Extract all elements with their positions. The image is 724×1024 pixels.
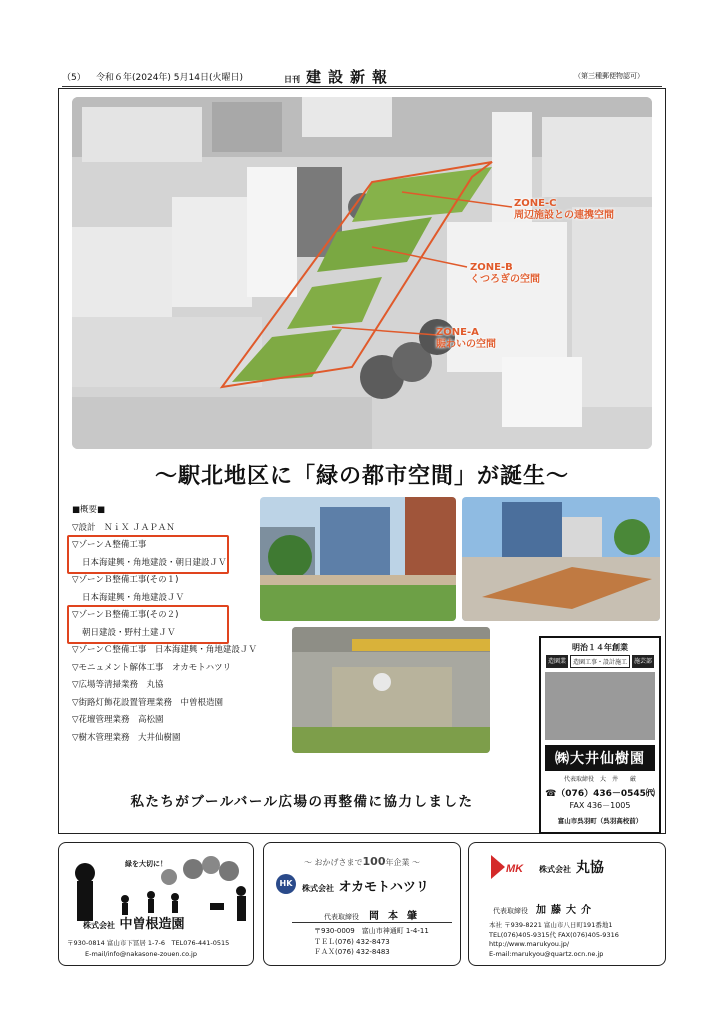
marukyo-email: E-mail:marukyou@quartz.ocn.ne.jp xyxy=(489,949,604,958)
ad-tags xyxy=(541,655,659,668)
zone-c-name: 周辺施設との連携空間 xyxy=(514,210,614,221)
ad-tag: 造園工事・設計施工 xyxy=(570,655,630,668)
aerial-illustration xyxy=(72,97,652,449)
newspaper-title: 建設新報 xyxy=(306,68,395,86)
cooperation-message: 私たちがブールバール広場の再整備に協力しました xyxy=(130,794,474,810)
marukyo-address: 本社 〒939-8221 富山市八日町191番地1 xyxy=(489,921,613,929)
okamoto-fax: ＦＡＸ(076) 432-8483 xyxy=(314,948,390,956)
outline-item: ▽街路灯飾花設置管理業務 中曽根造園 xyxy=(72,697,224,708)
ad-founded: 明治１４年創業 xyxy=(572,643,628,652)
outline-item: ▽花壇管理業務 高松園 xyxy=(72,715,164,725)
marukyo-representative xyxy=(493,901,596,916)
outline-item-title: ▽ゾーンＢ整備工事(その１) xyxy=(72,575,179,585)
headline: ～駅北地区に「緑の都市空間」が誕生～ xyxy=(154,464,569,489)
zone-a-label xyxy=(436,327,496,351)
okamoto-tagline xyxy=(264,855,460,868)
nakasone-email: E-mail/info@nakasone-zouen.co.jp xyxy=(85,950,197,958)
newspaper-prefix: 日刊 xyxy=(284,75,300,84)
okamoto-tagline-num: 100 xyxy=(362,855,386,868)
ad-marukyo xyxy=(468,842,666,966)
okamoto-divider xyxy=(292,922,452,923)
ad-company-name: ㈱大井仙樹園 xyxy=(545,745,655,771)
ad-okamoto-hatsuri xyxy=(263,842,461,966)
okamoto-logo: HK xyxy=(276,874,296,894)
ad-nakasone-zouen xyxy=(58,842,254,966)
nakasone-slogan: 緑を大切に！ xyxy=(125,860,167,868)
header-rule xyxy=(62,86,662,87)
okamoto-tagline-post: 年企業 ～ xyxy=(385,858,421,867)
okamoto-rep-title: 代表取締役 xyxy=(324,913,359,921)
outline-item-contractor: 日本海建興・角地建設・朝日建設ＪＶ xyxy=(82,557,227,568)
outline-item: ▽ゾーンＣ整備工事 日本海建興・角地建設ＪＶ xyxy=(72,645,257,655)
ad-garden-photo xyxy=(545,672,655,740)
ad-address: 富山市呉羽町（呉羽高校前） xyxy=(557,817,643,825)
outline-item: ▽樹木管理業務 大井仙樹園 xyxy=(72,732,181,743)
okamoto-address: 〒930-0009 富山市神通町 1-4-11 xyxy=(314,927,429,935)
newspaper-name xyxy=(284,66,394,87)
plaza-photo-1 xyxy=(260,497,456,621)
nakasone-company xyxy=(83,913,185,932)
zone-b-label xyxy=(470,262,540,286)
marukyo-rep-title: 代表取締役 xyxy=(493,907,528,915)
page-number: （5） xyxy=(62,73,86,83)
okamoto-representative xyxy=(324,907,426,922)
marukyo-name: 丸協 xyxy=(575,860,604,876)
outline-item-title: ▽ゾーンＢ整備工事(その２) xyxy=(72,610,179,620)
zone-c-code: ZONE-C xyxy=(514,198,557,209)
issue-date: 令和６年(2024年) 5月14日(火曜日) xyxy=(96,73,243,83)
ad-fax: FAX 436－1005 xyxy=(569,801,631,810)
marukyo-logo xyxy=(491,855,525,879)
outline-item: ▽モニュメント解体工事 オカモトハツリ xyxy=(72,662,232,673)
highlight-box xyxy=(67,535,229,574)
marukyo-company xyxy=(539,857,604,877)
ad-oi-senjuen xyxy=(539,636,661,834)
okamoto-name: オカモトハツリ xyxy=(338,880,429,895)
ad-tag: 施芸部 xyxy=(632,655,654,668)
page-header xyxy=(62,66,662,84)
marukyo-url: http://www.marukyou.jp/ xyxy=(489,940,570,948)
zone-b-code: ZONE-B xyxy=(470,262,513,273)
okamoto-company xyxy=(302,876,429,895)
zone-b-name: くつろぎの空間 xyxy=(470,274,540,285)
outline-design: ▽設計 ＮｉＸ ＪＡＰＡＮ xyxy=(72,522,175,533)
marukyo-contact xyxy=(489,921,619,959)
marukyo-rep-name: 加藤大介 xyxy=(536,905,596,916)
ad-tag: 造園業 xyxy=(546,655,568,668)
nakasone-prefix: 株式会社 xyxy=(83,921,115,930)
outline-item-title: ▽ゾーンＡ整備工事 xyxy=(72,540,147,550)
nakasone-name: 中曽根造園 xyxy=(119,917,185,932)
plaza-photo-3 xyxy=(292,627,490,753)
okamoto-tagline-pre: ～ おかげさまで xyxy=(303,858,363,867)
plaza-photo-2 xyxy=(462,497,660,621)
outline-heading: ■概要■ xyxy=(72,505,106,515)
aerial-rendering xyxy=(72,97,652,449)
outline-item-contractor: 日本海建興・角地建設ＪＶ xyxy=(82,592,185,603)
marukyo-tel: TEL(076)405-9315代 FAX(076)405-9316 xyxy=(489,930,619,939)
svg-text:MK: MK xyxy=(506,863,524,875)
marukyo-prefix: 株式会社 xyxy=(539,865,571,874)
highlight-box xyxy=(67,605,229,644)
outline-item: ▽広場等清掃業務 丸協 xyxy=(72,680,164,690)
zone-a-code: ZONE-A xyxy=(436,327,479,338)
nakasone-address: 〒930-0814 富山市下冨居 1-7-6 TEL076-441-0515 xyxy=(67,939,230,947)
zone-a-name: 賑わいの空間 xyxy=(436,339,496,350)
zone-c-label xyxy=(514,198,614,222)
okamoto-contact xyxy=(314,926,429,958)
okamoto-rep-name: 岡本肇 xyxy=(369,911,426,922)
okamoto-tel: ＴＥＬ(076) 432-8473 xyxy=(314,937,390,946)
okamoto-prefix: 株式会社 xyxy=(302,884,334,893)
ad-representative: 代表取締役 大 井 厳 xyxy=(563,776,636,783)
outline-item-contractor: 朝日建設・野村土建ＪＶ xyxy=(82,627,176,638)
postal-permit: （第三種郵便物認可） xyxy=(574,72,644,80)
ad-phone: ☎（076）436－0545㈹ xyxy=(545,789,655,799)
